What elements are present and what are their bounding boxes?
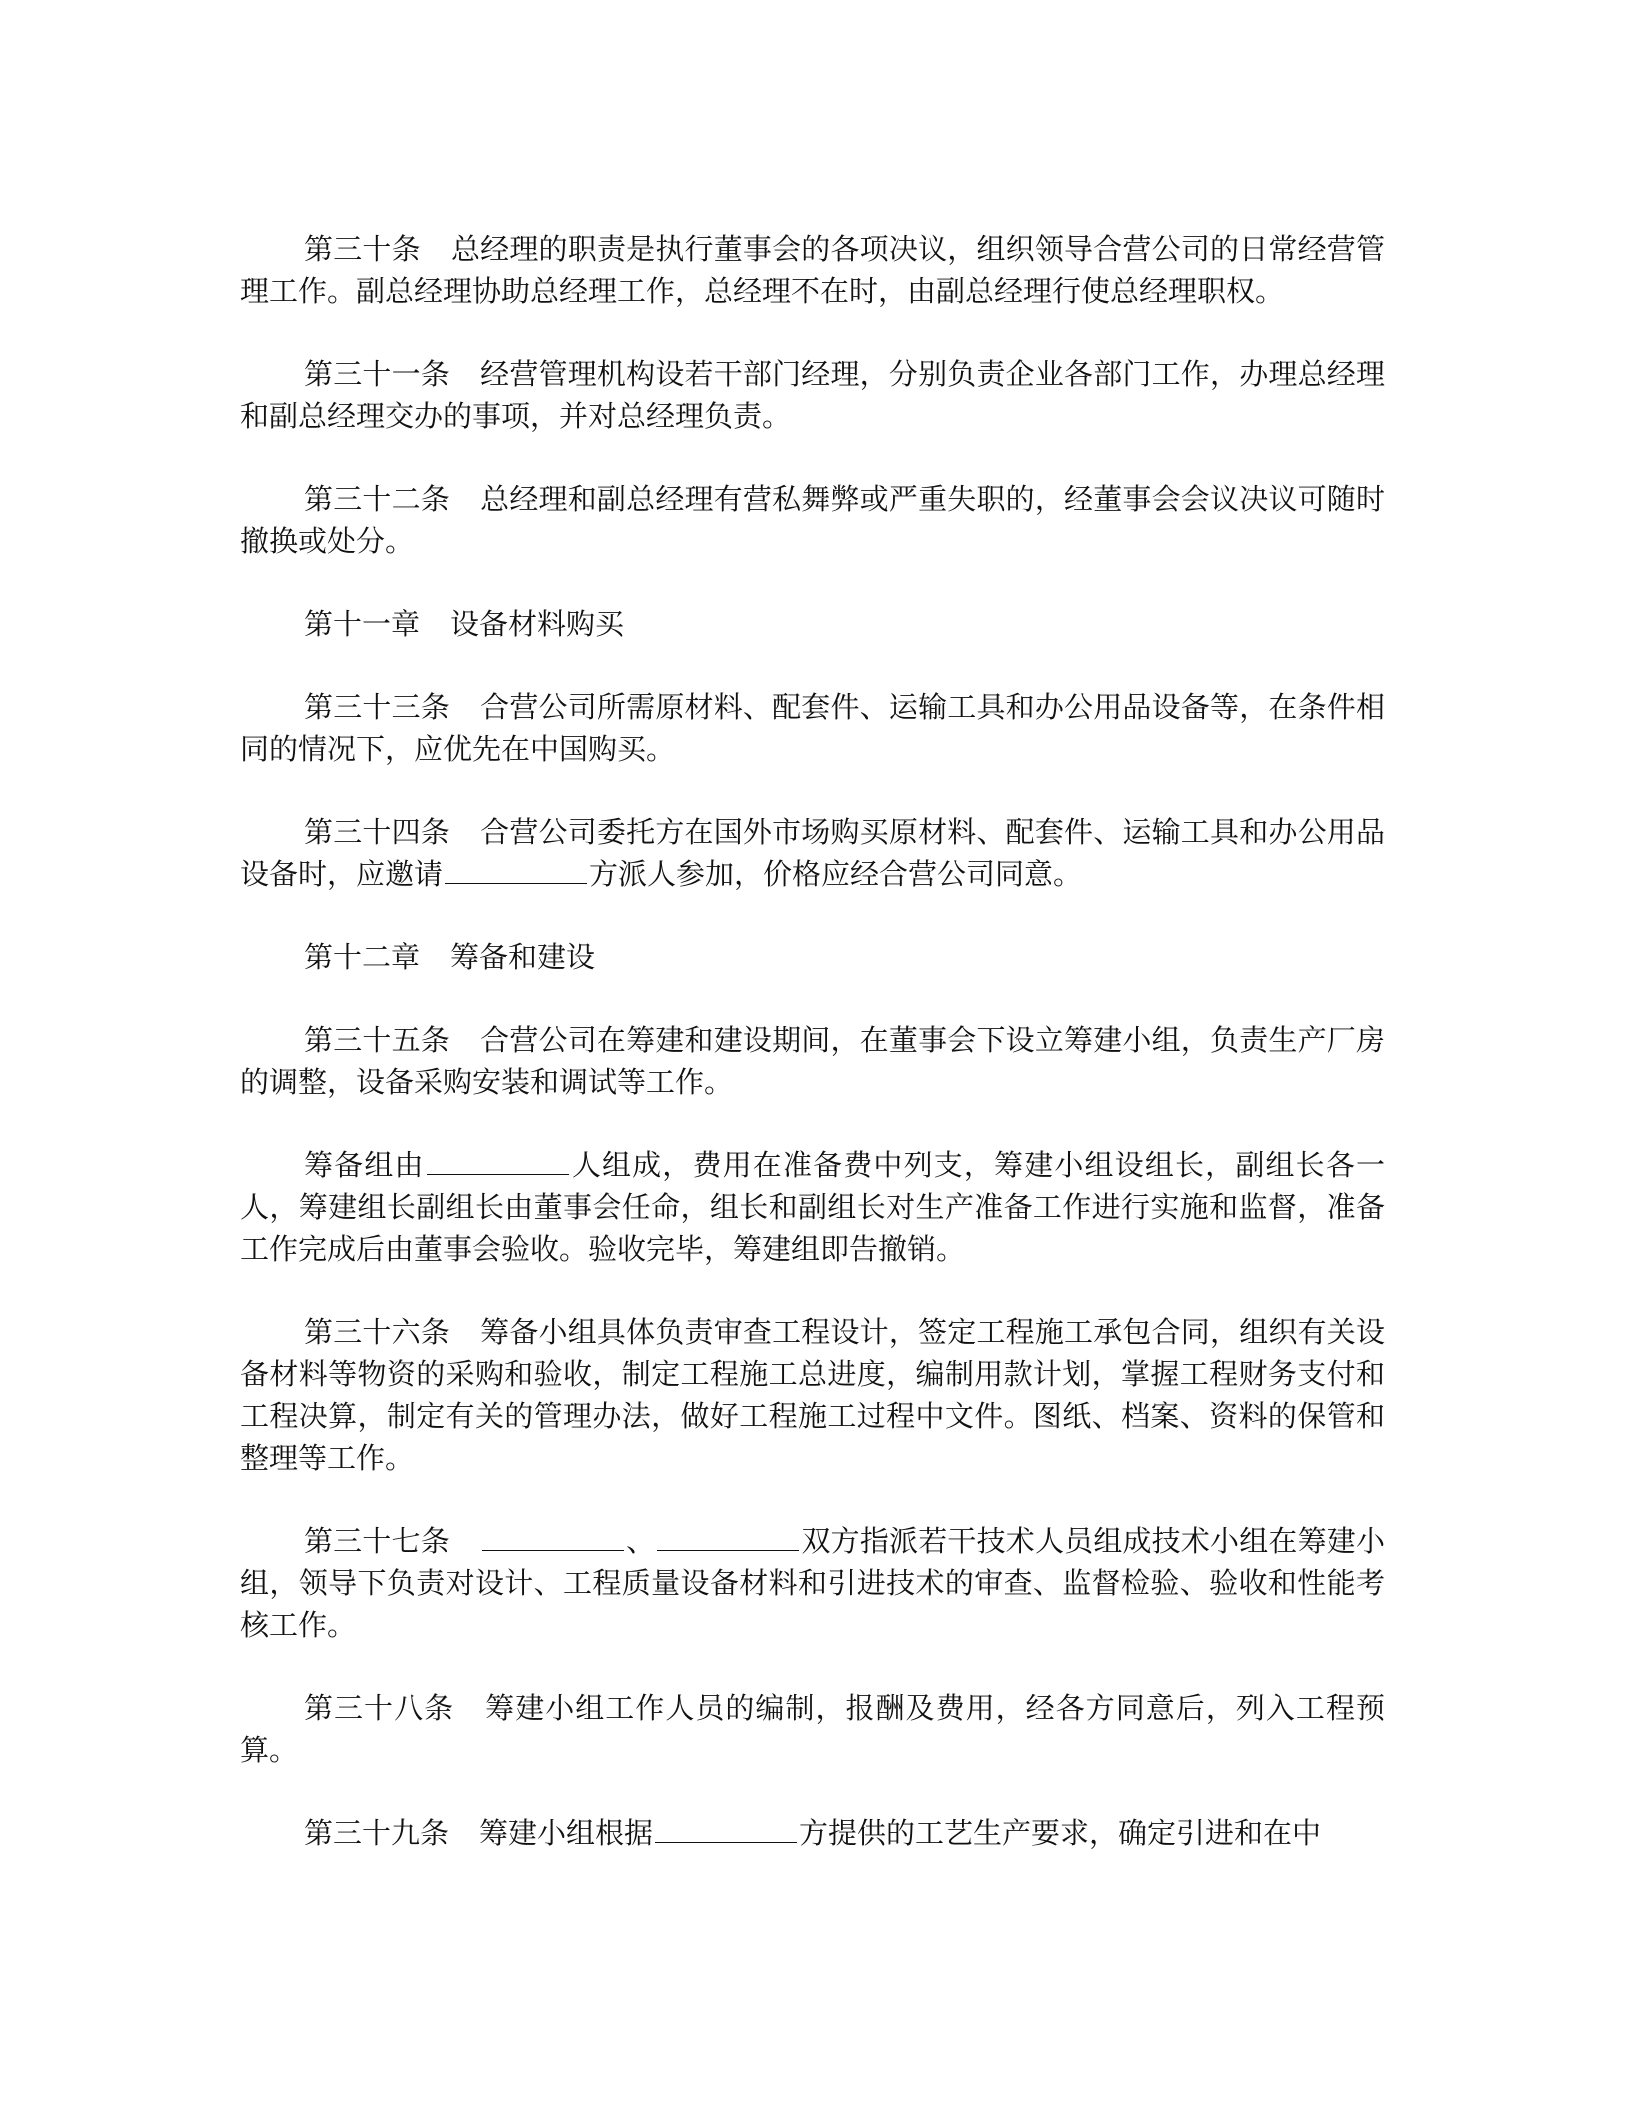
fill-in-blank: [657, 1524, 799, 1551]
article-36: [240, 1311, 1385, 1479]
article-label: 第三十四条: [304, 815, 450, 849]
fill-in-blank: [655, 1816, 797, 1843]
article-label: 第三十二条: [304, 482, 450, 516]
fill-in-blank: [445, 857, 587, 884]
article-31: [240, 353, 1385, 437]
article-35: [240, 1019, 1385, 1103]
article-text: 总经理的职责是执行董事会的各项决议，组织领导合营公司的日常经营管理工作。副总经理协助总经理工作，总经理不在时，由副总经理行使总经理职权。: [240, 232, 1385, 308]
chapter-label: 第十二章: [304, 940, 421, 974]
article-label: 第三十七条: [304, 1524, 450, 1558]
article-33: [240, 686, 1385, 770]
article-label: 第三十一条: [304, 357, 450, 391]
article-30: [240, 228, 1385, 312]
article-text: 合营公司委托方在国外市场购买原材料、配套件、运输工具和办公用品设备时，应邀请: [240, 815, 1385, 891]
article-label: 第三十五条: [304, 1023, 450, 1057]
chapter-title: 筹备和建设: [450, 940, 596, 974]
separator: 、: [625, 1524, 656, 1558]
article-text: 筹建小组工作人员的编制，报酬及费用，经各方同意后，列入工程预算。: [240, 1691, 1385, 1767]
article-text: 合营公司在筹建和建设期间，在董事会下设立筹建小组，负责生产厂房的调整，设备采购安装和调试等工作。: [240, 1023, 1385, 1099]
article-text: 经营管理机构设若干部门经理，分别负责企业各部门工作，办理总经理和副总经理交办的事项，并对总经理负责。: [240, 357, 1385, 433]
fill-in-blank: [427, 1148, 569, 1175]
chapter-12-heading: [240, 936, 1385, 978]
article-text: 筹建小组根据: [479, 1816, 654, 1850]
article-label: 第三十六条: [304, 1315, 450, 1349]
article-text: 双方指派若干技术人员组成技术小组在筹建小组，领导下负责对设计、工程质量设备材料和引进技术的审查、监督检验、验收和性能考核工作。: [240, 1524, 1385, 1642]
article-32: [240, 478, 1385, 562]
article-label: 第三十三条: [304, 690, 450, 724]
article-text: 筹备小组具体负责审查工程设计，签定工程施工承包合同，组织有关设备材料等物资的采购和验收，制定工程施工总进度，编制用款计划，掌握工程财务支付和工程决算，制定有关的管理办法，做好工程施工过程中文件。图纸、档案、资料的保管和整理等工作。: [240, 1315, 1385, 1475]
article-label: 第三十条: [304, 232, 421, 266]
article-text: 合营公司所需原材料、配套件、运输工具和办公用品设备等，在条件相同的情况下，应优先在中国购买。: [240, 690, 1385, 766]
document-page: [240, 228, 1385, 1895]
fill-in-blank: [482, 1524, 624, 1551]
paragraph-text: 人组成，费用在准备费中列支，筹建小组设组长，副组长各一人，筹建组长副组长由董事会任命，组长和副组长对生产准备工作进行实施和监督，准备工作完成后由董事会验收。验收完毕，筹建组即告撤销。: [240, 1148, 1385, 1266]
chapter-title: 设备材料购买: [450, 607, 625, 641]
article-34: [240, 811, 1385, 895]
article-38: [240, 1687, 1385, 1771]
article-37: [240, 1520, 1385, 1646]
paragraph-text: 筹备组由: [304, 1148, 425, 1182]
article-label: 第三十八条: [304, 1691, 455, 1725]
article-text: 总经理和副总经理有营私舞弊或严重失职的，经董事会会议决议可随时撤换或处分。: [240, 482, 1385, 558]
chapter-11-heading: [240, 603, 1385, 645]
article-39: [240, 1812, 1385, 1854]
article-35-paragraph-2: [240, 1144, 1385, 1270]
article-text: 方派人参加，价格应经合营公司同意。: [589, 857, 1083, 891]
chapter-label: 第十一章: [304, 607, 421, 641]
article-text: 方提供的工艺生产要求，确定引进和在中: [799, 1816, 1322, 1850]
article-label: 第三十九条: [304, 1816, 450, 1850]
